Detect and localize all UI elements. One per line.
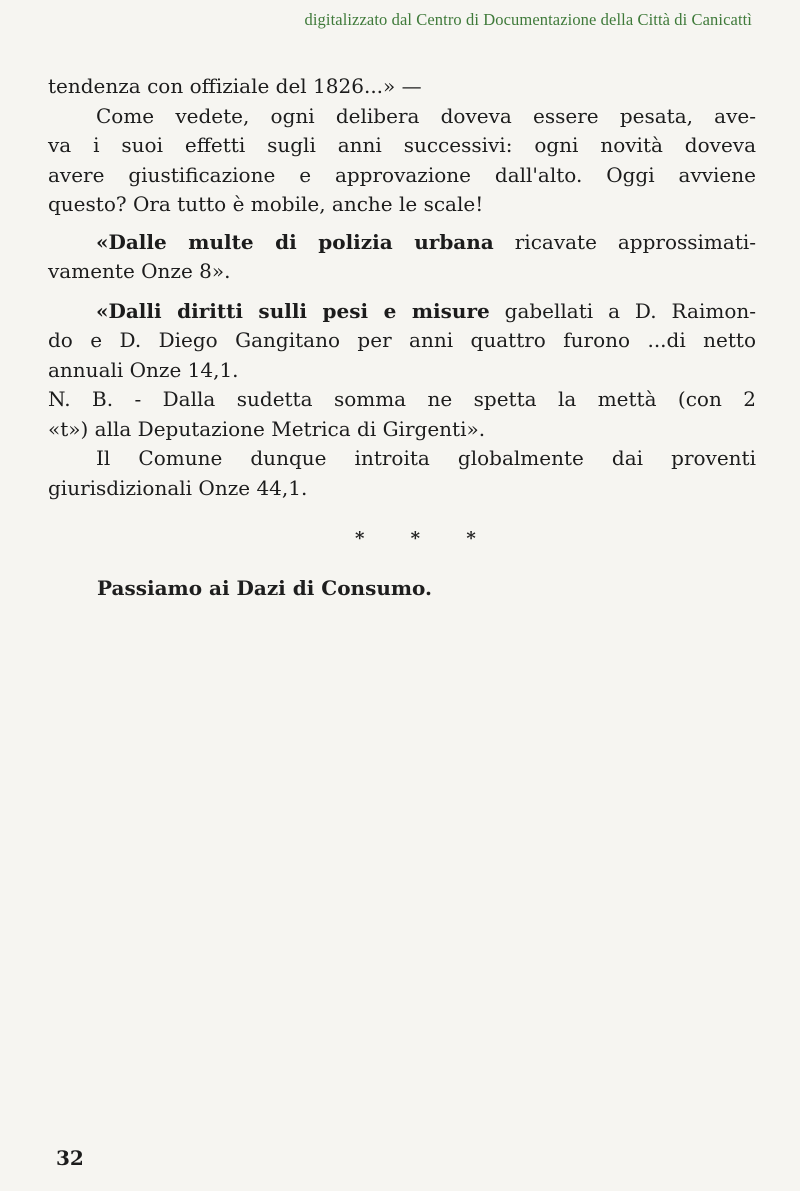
text-line: do e D. Diego Gangitano per anni quattro furono ...di netto [48,328,756,352]
paragraph-police-fines [48,228,756,287]
text-line: giurisdizionali Onze 44,1. [48,475,308,500]
text-fragment: ricavate approssimati- [493,229,757,254]
section-heading: Passiamo ai Dazi di Consumo. [97,576,432,600]
paragraph-commentary [48,102,756,220]
paragraph-total [48,444,756,503]
text-line [48,228,756,258]
body-text [48,72,756,503]
paragraph-nota-bene [48,385,756,444]
text-line: Come vedete, ogni delibera doveva essere pesata, ave- [96,103,756,128]
text-line: tendenza con offiziale del 1826...» — [48,74,422,98]
digitization-watermark: digitalizzato dal Centro di Documentazione della Città di Canicattì [304,10,752,29]
page-number: 32 [56,1146,84,1170]
paragraph-quote-end [48,72,756,102]
text-line: avere giustificazione e approvazione dall'alto. Oggi avviene [48,162,756,187]
section-separator: * * * [355,528,496,549]
paragraph-weights-measures [48,297,756,386]
text-line: «t») alla Deputazione Metrica di Girgenti». [48,416,486,441]
bold-phrase: «Dalle multe di polizia urbana [96,229,494,254]
text-line: questo? Ora tutto è mobile, anche le scale! [48,192,484,216]
text-line: vamente Onze 8». [48,259,231,283]
text-line: N. B. - Dalla sudetta somma ne spetta la mettà (con 2 [48,387,756,411]
text-line: va i suoi effetti sugli anni successivi: ogni novità doveva [48,133,756,157]
bold-phrase: «Dalli diritti sulli pesi e misure [96,298,490,323]
text-fragment: gabellati a D. Raimon- [489,298,756,323]
text-line [48,297,756,327]
text-line: Il Comune dunque introita globalmente dai proventi [96,446,756,470]
text-line: annuali Onze 14,1. [48,357,239,382]
